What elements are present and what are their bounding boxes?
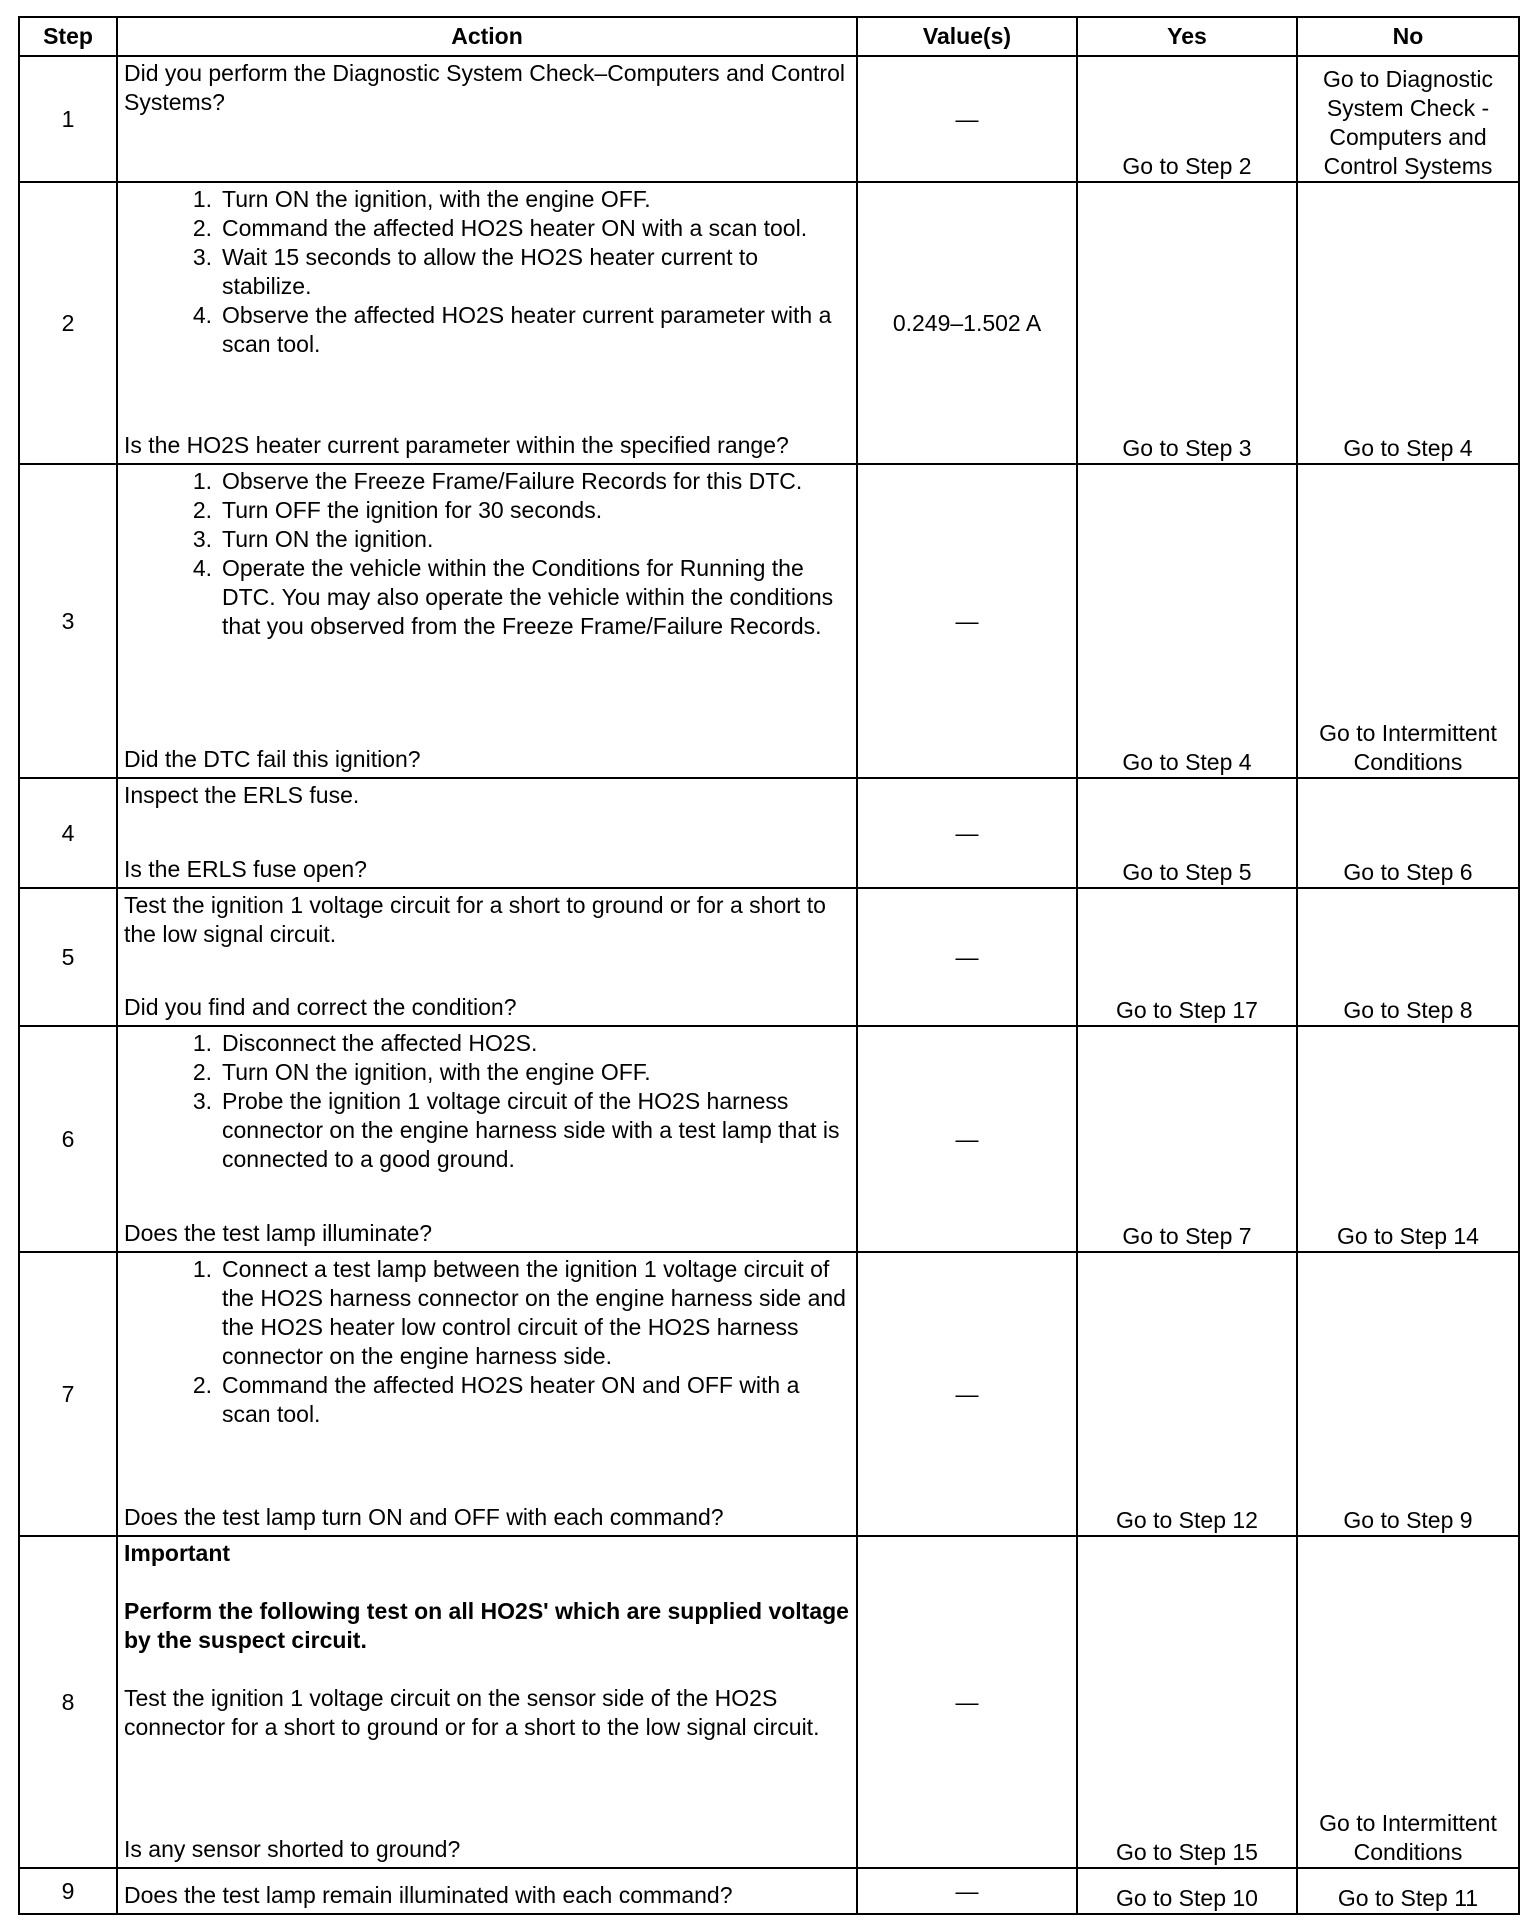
action-question: Is the ERLS fuse open? <box>124 856 367 882</box>
yes-action: Go to Step 17 <box>1077 888 1297 1026</box>
value-cell: — <box>857 1252 1077 1536</box>
action-question: Does the test lamp illuminate? <box>124 1220 433 1246</box>
yes-action: Go to Step 10 <box>1077 1868 1297 1914</box>
numbered-steps <box>124 185 850 359</box>
step-index: 2. <box>192 215 212 241</box>
table-row <box>19 56 1519 182</box>
header-row <box>19 17 1519 56</box>
action-cell <box>117 1252 857 1536</box>
header-yes: Yes <box>1077 17 1297 56</box>
value-cell: 0.249–1.502 A <box>857 182 1077 464</box>
step-text: Command the affected HO2S heater ON and OFF with a scan tool. <box>222 1372 800 1427</box>
step-text: Observe the affected HO2S heater current parameter with a scan tool. <box>222 302 832 357</box>
table-row <box>19 888 1519 1026</box>
yes-action: Go to Step 5 <box>1077 778 1297 888</box>
step-text: Disconnect the affected HO2S. <box>222 1030 538 1056</box>
important-text: Perform the following test on all HO2S' which are supplied voltage by the suspect circuit. <box>124 1598 849 1653</box>
diagnostic-table <box>18 16 1520 1915</box>
action-cell <box>117 888 857 1026</box>
step-index: 1. <box>192 1030 212 1056</box>
step-text: Turn ON the ignition. <box>222 526 434 552</box>
yes-action: Go to Step 4 <box>1077 464 1297 778</box>
table-row <box>19 1536 1519 1868</box>
header-values: Value(s) <box>857 17 1077 56</box>
step-number: 9 <box>19 1868 117 1914</box>
numbered-step <box>124 554 850 641</box>
step-number: 3 <box>19 464 117 778</box>
step-index: 1. <box>192 468 212 494</box>
table-row <box>19 778 1519 888</box>
step-text: Operate the vehicle within the Conditions for Running the DTC. You may also operate the vehicle within the conditions that you observed from the Freeze Frame/Failure Records. <box>222 555 834 639</box>
action-content <box>118 1869 856 1913</box>
action-question: Did you find and correct the condition? <box>124 994 517 1020</box>
yes-action: Go to Step 3 <box>1077 182 1297 464</box>
yes-action: Go to Step 7 <box>1077 1026 1297 1252</box>
action-instructions <box>124 1029 850 1174</box>
step-text: Turn OFF the ignition for 30 seconds. <box>222 497 603 523</box>
table-row <box>19 1026 1519 1252</box>
no-action: Go to Intermittent Conditions <box>1297 1536 1519 1868</box>
action-instructions <box>124 185 850 359</box>
action-instructions <box>124 1255 850 1429</box>
numbered-step <box>124 243 850 301</box>
table-row <box>19 464 1519 778</box>
step-index: 2. <box>192 497 212 523</box>
step-index: 1. <box>192 1256 212 1282</box>
action-question: Is any sensor shorted to ground? <box>124 1836 461 1862</box>
numbered-step <box>124 1058 850 1087</box>
step-number: 4 <box>19 778 117 888</box>
action-cell <box>117 1536 857 1868</box>
action-question: Did the DTC fail this ignition? <box>124 746 421 772</box>
action-cell <box>117 1026 857 1252</box>
numbered-step <box>124 185 850 214</box>
step-index: 1. <box>192 186 212 212</box>
step-index: 4. <box>192 555 212 581</box>
header-action: Action <box>117 17 857 56</box>
action-paragraph: Did you perform the Diagnostic System Check–Computers and Control Systems? <box>124 60 845 115</box>
step-number: 2 <box>19 182 117 464</box>
numbered-step <box>124 214 850 243</box>
no-action: Go to Intermittent Conditions <box>1297 464 1519 778</box>
action-question: Does the test lamp turn ON and OFF with each command? <box>124 1504 724 1530</box>
step-index: 2. <box>192 1059 212 1085</box>
action-instructions <box>124 59 850 117</box>
step-index: 3. <box>192 1088 212 1114</box>
numbered-steps <box>124 467 850 641</box>
action-cell <box>117 464 857 778</box>
no-action: Go to Step 4 <box>1297 182 1519 464</box>
action-content <box>118 57 856 181</box>
no-action: Go to Step 9 <box>1297 1252 1519 1536</box>
value-cell: — <box>857 778 1077 888</box>
action-cell <box>117 1868 857 1914</box>
step-number: 8 <box>19 1536 117 1868</box>
step-index: 4. <box>192 302 212 328</box>
yes-action: Go to Step 2 <box>1077 56 1297 182</box>
header-no: No <box>1297 17 1519 56</box>
action-content <box>118 183 856 463</box>
action-cell <box>117 778 857 888</box>
important-title: Important <box>124 1540 231 1566</box>
step-number: 1 <box>19 56 117 182</box>
action-content <box>118 889 856 1025</box>
numbered-step <box>124 301 850 359</box>
header-step: Step <box>19 17 117 56</box>
no-action: Go to Step 11 <box>1297 1868 1519 1914</box>
value-cell: — <box>857 1536 1077 1868</box>
step-text: Command the affected HO2S heater ON with a scan tool. <box>222 215 808 241</box>
numbered-step <box>124 1255 850 1371</box>
no-action: Go to Step 8 <box>1297 888 1519 1026</box>
action-instructions <box>124 467 850 641</box>
action-content <box>118 1027 856 1251</box>
no-action: Go to Step 14 <box>1297 1026 1519 1252</box>
step-index: 3. <box>192 526 212 552</box>
action-cell <box>117 182 857 464</box>
numbered-step <box>124 496 850 525</box>
value-cell: — <box>857 464 1077 778</box>
value-cell: — <box>857 56 1077 182</box>
action-question: Is the HO2S heater current parameter within the specified range? <box>124 432 789 458</box>
step-text: Wait 15 seconds to allow the HO2S heater current to stabilize. <box>222 244 759 299</box>
table-row <box>19 182 1519 464</box>
numbered-steps <box>124 1029 850 1174</box>
step-text: Turn ON the ignition, with the engine OFF. <box>222 186 651 212</box>
numbered-steps <box>124 1255 850 1429</box>
step-text: Connect a test lamp between the ignition 1 voltage circuit of the HO2S harness connector on the engine harness side and the HO2S heater low control circuit of the HO2S harness connector on the engine harness side. <box>222 1256 846 1369</box>
value-cell: — <box>857 888 1077 1026</box>
step-number: 7 <box>19 1252 117 1536</box>
action-question: Does the test lamp remain illuminated with each command? <box>124 1882 733 1908</box>
table-row <box>19 1868 1519 1914</box>
action-cell <box>117 56 857 182</box>
numbered-step <box>124 467 850 496</box>
yes-action: Go to Step 15 <box>1077 1536 1297 1868</box>
step-index: 3. <box>192 244 212 270</box>
numbered-step <box>124 1087 850 1174</box>
step-index: 2. <box>192 1372 212 1398</box>
action-content <box>118 1253 856 1535</box>
action-content <box>118 465 856 777</box>
no-action: Go to Diagnostic System Check - Computers and Control Systems <box>1297 56 1519 182</box>
action-instructions <box>124 781 850 810</box>
value-cell: — <box>857 1868 1077 1914</box>
yes-action: Go to Step 12 <box>1077 1252 1297 1536</box>
step-number: 5 <box>19 888 117 1026</box>
value-cell: — <box>857 1026 1077 1252</box>
numbered-step <box>124 525 850 554</box>
no-action: Go to Step 6 <box>1297 778 1519 888</box>
action-content <box>118 1537 856 1867</box>
step-text: Observe the Freeze Frame/Failure Records for this DTC. <box>222 468 803 494</box>
action-instructions <box>124 891 850 949</box>
step-number: 6 <box>19 1026 117 1252</box>
action-paragraph: Inspect the ERLS fuse. <box>124 782 360 808</box>
action-paragraph: Test the ignition 1 voltage circuit for a short to ground or for a short to the low signal circuit. <box>124 892 826 947</box>
action-instructions <box>124 1539 850 1742</box>
action-paragraph: Test the ignition 1 voltage circuit on the sensor side of the HO2S connector for a short to ground or for a short to the low signal circuit. <box>124 1685 820 1740</box>
numbered-step <box>124 1371 850 1429</box>
table-row <box>19 1252 1519 1536</box>
step-text: Turn ON the ignition, with the engine OFF. <box>222 1059 651 1085</box>
action-content <box>118 779 856 887</box>
numbered-step <box>124 1029 850 1058</box>
step-text: Probe the ignition 1 voltage circuit of the HO2S harness connector on the engine harness side with a test lamp that is connected to a good ground. <box>222 1088 840 1172</box>
